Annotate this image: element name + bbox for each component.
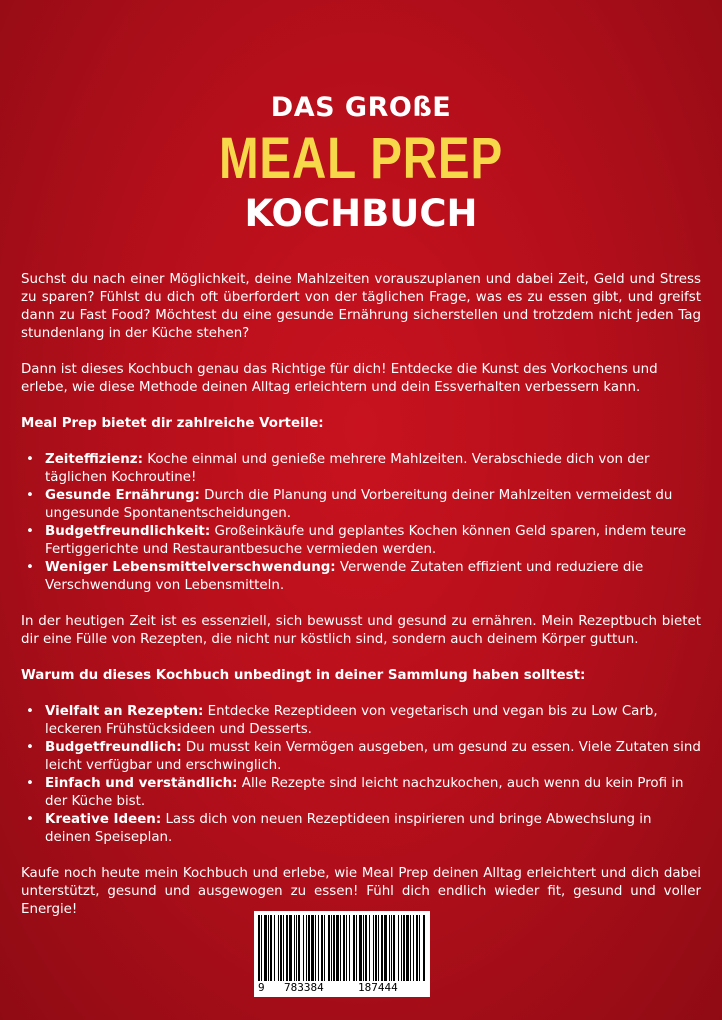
barcode-bar — [333, 915, 335, 981]
barcode-bar — [311, 915, 314, 981]
barcode-digit-prefix: 9 — [258, 981, 265, 994]
benefit-text: Durch die Planung und Vorbereitung deiner Mahlzeiten vermeidest du ungesunde Spontanentscheidungen. — [45, 488, 673, 521]
barcode-bar — [283, 915, 284, 981]
barcode-bar — [298, 915, 300, 981]
benefit-term: Gesunde Ernährung: — [45, 488, 200, 503]
barcode-bar — [294, 915, 295, 981]
barcode-bar — [296, 915, 297, 981]
reason-item — [45, 811, 701, 847]
barcode-bar — [331, 915, 332, 981]
barcode-bar — [365, 915, 367, 981]
barcode-bar — [336, 915, 339, 981]
barcode-bar — [306, 915, 307, 981]
barcode-bar — [403, 915, 405, 981]
reason-text: Lass dich von neuen Rezeptideen inspirieren und bringe Abwechslung in deinen Speiseplan. — [45, 812, 652, 845]
reasons-heading: Warum du dieses Kochbuch unbedingt in deiner Sammlung haben solltest: — [21, 668, 586, 683]
barcode-bar — [264, 915, 267, 981]
isbn-barcode — [254, 911, 430, 997]
barcode-bar — [353, 915, 355, 981]
barcode-bar — [303, 915, 304, 981]
barcode-group-right: 187444 — [358, 981, 398, 994]
barcode-bar — [286, 915, 288, 981]
barcode-group-left: 783384 — [284, 981, 324, 994]
title-line-1: DAS GROßE — [270, 92, 452, 123]
barcode-bar — [308, 915, 310, 981]
barcode-bar — [349, 915, 350, 981]
barcode-bar — [289, 915, 292, 981]
benefit-text: Koche einmal und genieße mehrere Mahlzeiten. Verabschiede dich von der täglichen Kochroutine! — [45, 452, 650, 485]
barcode-bar — [378, 915, 379, 981]
barcode-bar — [270, 915, 272, 981]
barcode-bar — [416, 915, 418, 981]
barcode-bar — [401, 915, 402, 981]
reason-item — [45, 775, 701, 811]
reason-term: Budgetfreundlich: — [45, 740, 182, 755]
benefit-item — [45, 559, 701, 595]
benefit-term: Zeiteffizienz: — [45, 452, 143, 467]
reason-text: Du musst kein Vermögen ausgeben, um gesund zu essen. Viele Zutaten sind leicht verfügbar und erschwinglich. — [45, 740, 701, 773]
barcode-bar — [258, 915, 260, 981]
benefits-heading: Meal Prep bietet dir zahlreiche Vorteile: — [21, 416, 324, 431]
barcode-bar — [369, 915, 370, 981]
barcode-bar — [393, 915, 395, 981]
reason-term: Kreative Ideen: — [45, 812, 162, 827]
barcode-bar — [363, 915, 364, 981]
benefits-list — [21, 451, 701, 595]
benefit-term: Weniger Lebensmittelverschwendung: — [45, 560, 336, 575]
middle-paragraph: In der heutigen Zeit ist es essenziell, sich bewusst und gesund zu ernähren. Mein Rezeptbuch bietet dir eine Fülle von Rezepten, die nicht nur köstlich sind, sondern auch deinem Körper guttun. — [21, 614, 701, 647]
barcode-bar — [346, 915, 347, 981]
title-line-2: MEAL PREP — [218, 126, 503, 191]
barcode-bar — [340, 915, 341, 981]
benefit-item — [45, 451, 701, 487]
reason-text: Alle Rezepte sind leicht nachzukochen, auch wenn du kein Profi in der Küche bist. — [45, 776, 684, 809]
back-cover-text — [21, 271, 701, 919]
book-title — [0, 92, 722, 236]
benefit-text: Verwende Zutaten effizient und reduziere die Verschwendung von Lebensmitteln. — [45, 560, 644, 593]
barcode-bar — [381, 915, 383, 981]
barcode-bar — [406, 915, 409, 981]
barcode-bar — [315, 915, 316, 981]
barcode-bar — [398, 915, 399, 981]
barcode-bar — [391, 915, 392, 981]
barcode-bar — [280, 915, 282, 981]
barcode-bar — [318, 915, 319, 981]
reason-item — [45, 739, 701, 775]
reasons-list — [21, 703, 701, 847]
reason-term: Einfach und verständlich: — [45, 776, 238, 791]
barcode-bar — [278, 915, 279, 981]
barcode-bar — [324, 915, 325, 981]
closing-paragraph: Kaufe noch heute mein Kochbuch und erlebe, wie Meal Prep deinen Alltag erleichtert und dich dabei unterstützt, gesund und ausgewogen zu essen! Fühl dich endlich wieder fit, gesund und voller Energie! — [21, 866, 701, 917]
barcode-bar — [419, 915, 420, 981]
barcode-bar — [410, 915, 411, 981]
barcode-bar — [356, 915, 357, 981]
barcode-bar — [268, 915, 269, 981]
barcode-bar — [321, 915, 323, 981]
barcode-bar — [359, 915, 362, 981]
intro-paragraph-1: Suchst du nach einer Möglichkeit, deine Mahlzeiten vorauszuplanen und dabei Zeit, Geld und Stress zu sparen? Fühlst du dich oft überfordert von der täglichen Frage, was es zu essen gibt, und greifst dann zu Fast Food? Möchtest du eine gesunde Ernährung sicherstellen und trotzdem nicht jeden Tag stundenlang in der Küche stehen? — [21, 272, 701, 341]
benefit-term: Budgetfreundlichkeit: — [45, 524, 211, 539]
barcode-bar — [261, 915, 262, 981]
benefit-item — [45, 523, 701, 559]
reason-text: Entdecke Rezeptideen von vegetarisch und vegan bis zu Low Carb, leckeren Frühstücksideen und Desserts. — [45, 704, 658, 737]
barcode-bar — [343, 915, 345, 981]
barcode-bar — [423, 915, 425, 981]
barcode-bar — [389, 915, 390, 981]
reason-item — [45, 703, 701, 739]
title-line-3: KOCHBUCH — [244, 192, 478, 235]
benefit-item — [45, 487, 701, 523]
intro-paragraph-2: Dann ist dieses Kochbuch genau das Richtige für dich! Entdecke die Kunst des Vorkochens und erlebe, wie diese Methode deinen Alltag erleichtern und dein Essverhalten verbessern kann. — [21, 362, 658, 395]
barcode-bars — [258, 915, 426, 981]
barcode-bar — [375, 915, 377, 981]
benefit-text: Großeinkäufe und geplantes Kochen können Geld sparen, indem teure Fertiggerichte und Restaurantbesuche vermieden werden. — [45, 524, 687, 557]
barcode-bar — [384, 915, 387, 981]
barcode-bar — [413, 915, 414, 981]
barcode-bar — [328, 915, 330, 981]
barcode-bar — [373, 915, 374, 981]
barcode-bar — [274, 915, 275, 981]
reason-term: Vielfalt an Rezepten: — [45, 704, 204, 719]
